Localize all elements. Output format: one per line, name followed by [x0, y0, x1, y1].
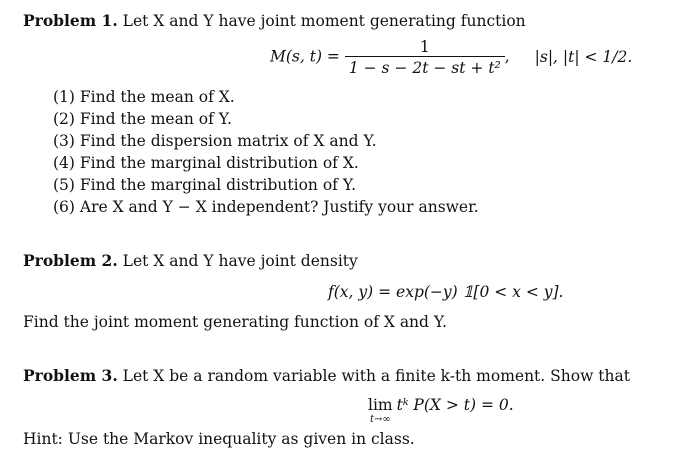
- problem1-title-line: [23, 12, 526, 30]
- mgf-fraction: [345, 38, 505, 77]
- problem2-task: Find the joint moment generating function of X and Y.: [23, 313, 448, 331]
- problem1-item-6: (6) Are X and Y − X independent? Justify your answer.: [53, 198, 479, 216]
- problem3-hint: Hint: Use the Markov inequality as given in class.: [23, 430, 415, 448]
- problem2-title-line: [23, 252, 358, 270]
- limit-body: tᵏ P(X > t) = 0.: [396, 396, 514, 414]
- problem1-item-4: (4) Find the marginal distribution of X.: [53, 154, 359, 172]
- problem1-formula: [270, 38, 632, 77]
- limit-word: lim: [368, 396, 393, 414]
- problem1-item-2: (2) Find the mean of Y.: [53, 110, 232, 128]
- problem1-item-5: (5) Find the marginal distribution of Y.: [53, 176, 356, 194]
- problem1-item-3: (3) Find the dispersion matrix of X and Y.: [53, 132, 377, 150]
- mgf-denominator: 1 − s − 2t − st + t²: [345, 56, 505, 77]
- problem2-heading: Problem 2.: [23, 251, 118, 270]
- mgf-lhs: M(s, t) =: [270, 47, 340, 66]
- problem3-intro: Let X be a random variable with a finite k-th moment. Show that: [122, 367, 630, 385]
- problem3-title-line: [23, 367, 630, 385]
- problem3-heading: Problem 3.: [23, 366, 118, 385]
- problem1-item-1: (1) Find the mean of X.: [53, 88, 235, 106]
- problem1-intro: Let X and Y have joint moment generating function: [122, 12, 526, 30]
- mgf-comma: ,: [504, 47, 510, 66]
- limit-subscript: t→∞: [369, 414, 391, 425]
- mgf-condition: |s|, |t| < 1/2.: [534, 47, 633, 66]
- problem2-intro: Let X and Y have joint density: [122, 252, 358, 270]
- problem2-formula: f(x, y) = exp(−y) 𝟙[0 < x < y].: [328, 283, 564, 301]
- problem1-heading: Problem 1.: [23, 11, 118, 30]
- limit-operator: [368, 396, 393, 425]
- mgf-numerator: 1: [419, 38, 430, 56]
- problem3-formula: [368, 396, 514, 425]
